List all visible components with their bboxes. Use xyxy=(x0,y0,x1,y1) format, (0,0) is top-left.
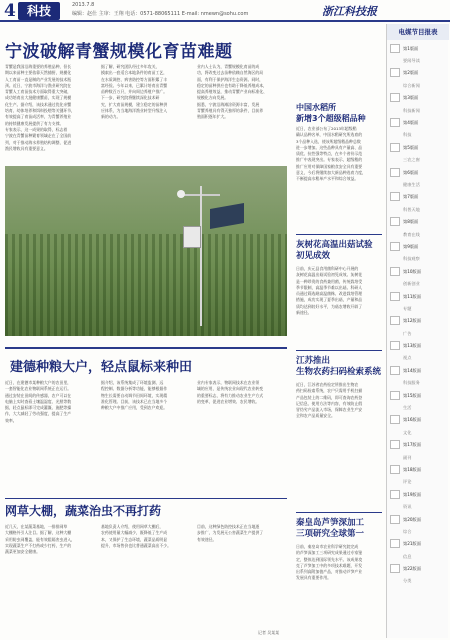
section-badge: 科技 xyxy=(18,2,60,20)
sidebar-subitem[interactable] xyxy=(390,302,445,314)
page-thumbnail-icon xyxy=(390,440,400,449)
sidebar-item-label: 第18版面 xyxy=(403,466,421,472)
text-line: 业内专家表示，物联网技术在农业领 xyxy=(197,380,260,385)
text-line: 青蟹人工育苗技术方面取得重大突破， xyxy=(5,89,72,95)
text-line: 质优、抗性强等特点，在多个省份示范 xyxy=(296,151,363,157)
text-line: 出系列高附加值产品，对推动芦笋产业 xyxy=(296,569,363,575)
text-line: 应体系，为当地海洋渔业转型升级注入 xyxy=(101,108,168,114)
text-line: 意义，今后将继续加大新品种选育力度， xyxy=(296,170,367,176)
text-line: 业内人士认为，青蟹规模化育苗的成 xyxy=(197,64,260,69)
sidebar-subitem[interactable] xyxy=(390,253,445,265)
sidebar-item[interactable] xyxy=(390,67,445,79)
text-line: 实现蔬菜生产不打药或少打药，生产的 xyxy=(5,542,72,548)
sidebar-item[interactable] xyxy=(390,265,445,277)
page-thumbnail-icon xyxy=(390,539,400,548)
text-line: 记信息、使用方法等内容，有效防止假 xyxy=(296,400,363,406)
sidebar-item-label: 第8版面 xyxy=(403,219,419,225)
sidebar-item-label: 第2版面 xyxy=(403,70,419,76)
text-line: 青蟹是我国沿海重要的养殖品种，但长 xyxy=(5,64,72,69)
sidebar-subitem[interactable] xyxy=(390,203,445,215)
sidebar-item[interactable] xyxy=(390,389,445,401)
sidebar-item-label: 第13版面 xyxy=(403,343,421,349)
sidebar-subitem[interactable] xyxy=(390,178,445,190)
page-thumbnail-icon xyxy=(390,415,400,424)
page-thumbnail-icon xyxy=(390,391,400,400)
text-line: 3个品种入选，使该所超级稻品种总数 xyxy=(296,138,361,144)
section-divider xyxy=(296,234,382,235)
article-5-headline: 秦皇岛芦笋深加工 三项研究全球第一 xyxy=(296,518,365,539)
sidebar-item[interactable] xyxy=(390,488,445,500)
sidebar-item-label: 第11版面 xyxy=(403,293,421,299)
sidebar-item[interactable] xyxy=(390,116,445,128)
text-line: 面，有利于保护海洋生态资源。同时， xyxy=(197,76,264,82)
photo-headline: 建德种粮大户，轻点鼠标来种田 xyxy=(10,360,193,375)
sidebar-item-label: 科技新闻 xyxy=(403,107,420,113)
text-line: 电脑上实时查看土壤温湿度、光照等数 xyxy=(5,398,72,404)
sidebar-item-label: 资讯 xyxy=(403,504,412,510)
sidebar-item[interactable] xyxy=(390,166,445,178)
text-line: 规模化方向发展。 xyxy=(197,95,229,101)
text-line: 克了芦笋加工中的多项技术难题，开发 xyxy=(296,562,363,568)
sidebar-subitem[interactable] xyxy=(390,401,445,413)
sidebar-item-label: 第4版面 xyxy=(403,120,419,126)
text-line: 作，大大减轻了劳动强度，提高了生产 xyxy=(5,411,72,417)
sidebar-item-label: 要闻导读 xyxy=(403,58,420,64)
text-line: 功，将改变过去苗种依赖自然海区的局 xyxy=(197,70,264,76)
page-thumbnail-icon xyxy=(390,192,400,201)
text-line: 种粮大户中推广应用，受到农户欢迎。 xyxy=(101,405,168,411)
text-line: 期以来苗种主要依靠天然捕捞，规模化 xyxy=(5,70,72,76)
text-line: 人工育苗一直是制约产业发展的技术瓶 xyxy=(5,76,72,82)
sidebar-item-label: 教育在线 xyxy=(403,231,420,237)
text-line: 农药使用量大幅减少，既降低了生产成 xyxy=(101,530,168,536)
sidebar-item-label: 第9版面 xyxy=(403,243,419,249)
text-line: 大棚格外引人注目。据了解，这种大棚 xyxy=(5,530,72,536)
text-line: 近日，江苏省农药检定所推出生物农 xyxy=(296,382,359,387)
page-thumbnail-icon xyxy=(390,68,400,77)
text-line: 全和农产品质量安全。 xyxy=(296,413,335,419)
page-thumbnail-icon xyxy=(390,118,400,127)
sidebar-item[interactable] xyxy=(390,315,445,327)
text-line: 效率。 xyxy=(5,417,17,423)
article-2-headline: 中国水稻所 新增3个超级稻品种 xyxy=(296,103,366,123)
sidebar-item[interactable] xyxy=(390,42,445,54)
sidebar-item-label: 科普天地 xyxy=(403,206,420,212)
text-line: 确认品种名单，中国水稻研究所选育的 xyxy=(296,132,363,138)
sidebar-item[interactable] xyxy=(390,414,445,426)
sidebar-item[interactable] xyxy=(390,240,445,252)
text-line: 列，对于推动海水养殖结构调整、促进 xyxy=(5,139,72,145)
sidebar-subitem[interactable] xyxy=(390,377,445,389)
article-3-body xyxy=(296,266,382,346)
caption-divider xyxy=(5,347,287,349)
text-line: 基地负责人介绍，使用网草大棚后， xyxy=(101,524,164,529)
text-line: 颈。近日，宁波市海洋与渔业研究院在 xyxy=(5,82,72,88)
sidebar-item-label: 综合新闻 xyxy=(403,82,420,88)
text-line: 日前，庆元县食用菌科研中心开展的 xyxy=(296,266,359,271)
text-line: 一套智能化农业物联网系统正在运行。 xyxy=(5,386,72,392)
sidebar-subitem[interactable] xyxy=(390,550,445,562)
article-4-body xyxy=(296,382,382,502)
article-col-1 xyxy=(5,64,95,164)
text-line: 的持续健康发展提供了有力支撑。 xyxy=(5,120,64,126)
sidebar-item-label: 第10版面 xyxy=(403,268,421,274)
article-6-col-3 xyxy=(197,380,287,490)
text-line: 程控制、数据分析等功能，能够根据作 xyxy=(101,386,168,392)
text-line: 成功培育出大批健康蟹苗，实现了规模 xyxy=(5,95,72,101)
sidebar-item[interactable] xyxy=(390,339,445,351)
page-thumbnail-icon xyxy=(390,168,400,177)
sidebar-subitem[interactable] xyxy=(390,426,445,438)
sidebar-item-label: 文化 xyxy=(403,429,412,435)
main-headline: 宁波破解青蟹规模化育苗难题 xyxy=(5,42,233,62)
sidebar-item[interactable] xyxy=(390,439,445,451)
sidebar-item-label: 创新创业 xyxy=(403,281,420,287)
page-header xyxy=(0,0,450,22)
sidebar-item-label: 第5版面 xyxy=(403,144,419,150)
text-line: 通过安装在田间的传感器，农户可以在 xyxy=(5,392,72,398)
sidebar-subitem[interactable] xyxy=(390,451,445,463)
text-line: 新的动力。 xyxy=(101,114,121,120)
text-line: 据了解，研究团队经过多年攻关， xyxy=(101,64,160,69)
text-line: 蔬菜更加安全健康。 xyxy=(5,549,41,555)
sidebar-item[interactable] xyxy=(390,364,445,376)
editor-meta: 编辑：赵仕 主审：王翔 电话：0571-88065111 E-mail: nmewn@sohu.com xyxy=(72,11,249,17)
text-line: 推广中表现突出。专家表示，超级稻的 xyxy=(296,157,363,163)
section-divider xyxy=(5,498,287,499)
text-line: 不断提高水稻单产水平和综合效益。 xyxy=(296,176,359,182)
article-7-col-2 xyxy=(101,524,191,634)
article-3-headline: 灰树花高温出菇试验 初见成效 xyxy=(296,240,373,261)
page-thumbnail-icon xyxy=(390,366,400,375)
text-line: 苗种数百万只，并向周边养殖户推广。 xyxy=(101,89,168,95)
sidebar-subitem[interactable] xyxy=(390,129,445,141)
sidebar-subitem[interactable] xyxy=(390,228,445,240)
text-line: 的芦笋深加工三项研究成果通过专家鉴 xyxy=(296,550,363,556)
page-thumbnail-icon xyxy=(390,242,400,251)
text-line: 殖面积逐年扩大。 xyxy=(197,114,229,120)
issue-date: 2013.7.8 xyxy=(72,2,95,8)
text-line: 近日，农业部公布了2013年超级稻 xyxy=(296,126,357,131)
page-thumbnail-icon xyxy=(390,267,400,276)
sidebar-item-label: 第21版面 xyxy=(403,541,421,547)
edition-sidebar xyxy=(386,24,448,638)
text-line: 步推广，为发展无公害蔬菜生产提供了 xyxy=(197,530,264,536)
sidebar-item[interactable] xyxy=(390,562,445,574)
text-line: 有效提高了育苗成活率，为青蟹养殖业 xyxy=(5,114,72,120)
text-line: 本，又保护了生态环境，蔬菜品质明显 xyxy=(101,536,168,542)
sidebar-item[interactable] xyxy=(390,191,445,203)
field-photo xyxy=(5,166,287,336)
text-line: 物生长需要自动调节田间环境，实现精 xyxy=(101,392,168,398)
sidebar-subitem[interactable] xyxy=(390,525,445,537)
text-line: 摸索出一套适合本地条件的育苗工艺， xyxy=(101,70,168,76)
text-line: 提升，市场售价也比普通蔬菜高出不少。 xyxy=(101,542,172,548)
sidebar-item-label: 第12版面 xyxy=(403,318,421,324)
sidebar-item-label: 评论 xyxy=(403,479,412,485)
text-line: 近日，在建德市某种粮大户的农田里， xyxy=(5,380,72,385)
sidebar-subitem[interactable] xyxy=(390,575,445,587)
page-thumbnail-icon xyxy=(390,143,400,152)
text-line: 季节限制，高温季节难以出菇。科研人 xyxy=(296,284,363,290)
text-line: 日前，秦皇岛市农业科学研究院完成 xyxy=(296,544,359,549)
text-line: 宁波在青蟹苗种繁育领域走在了全国前 xyxy=(5,133,72,139)
page-thumbnail-icon xyxy=(390,515,400,524)
text-line: 发展具有重要作用。 xyxy=(296,575,332,581)
edition-list xyxy=(387,40,448,589)
sidebar-subitem[interactable] xyxy=(390,476,445,488)
sidebar-item-label: 广告 xyxy=(403,330,412,336)
sidebar-item-label: 健康生活 xyxy=(403,181,420,187)
sidebar-item-label: 分类 xyxy=(403,578,412,584)
text-line: 的变革，促进农业增效、农民增收。 xyxy=(197,398,260,404)
page-thumbnail-icon xyxy=(390,217,400,226)
page-thumbnail-icon xyxy=(390,316,400,325)
text-line: 化生产。据介绍，该技术通过优化亲蟹 xyxy=(5,101,72,107)
text-line: 据，轻点鼠标即可完成灌溉、施肥等操 xyxy=(5,405,72,411)
sidebar-item-label: 第19版面 xyxy=(403,491,421,497)
article-6-col-1 xyxy=(5,380,95,490)
text-line: 采用防虫网覆盖，能有效阻隔害虫进入， xyxy=(5,536,76,542)
sidebar-subitem[interactable] xyxy=(390,54,445,66)
text-line: 富经验。今年以来，已累计培育出青蟹 xyxy=(101,82,168,88)
article-2-body xyxy=(296,126,382,226)
page-thumbnail-icon xyxy=(390,93,400,102)
text-line: 新途径。 xyxy=(296,310,312,316)
sidebar-subitem[interactable] xyxy=(390,104,445,116)
text-line: 在水质调控、病害防控等方面积累了丰 xyxy=(101,76,168,82)
text-line: 据介绍，该系统集成了环境监测、远 xyxy=(101,380,164,385)
sidebar-subitem[interactable] xyxy=(390,500,445,512)
section-divider xyxy=(296,512,382,513)
newspaper-brand: 浙江科技报 xyxy=(322,5,377,18)
sidebar-item[interactable] xyxy=(390,290,445,302)
sidebar-item-label: 第7版面 xyxy=(403,194,419,200)
article-7-headline: 网草大棚，蔬菜治虫不再打药 xyxy=(5,504,162,518)
text-line: 冒伪劣产品流入市场，保障农业生产安 xyxy=(296,407,363,413)
sidebar-item-label: 第15版面 xyxy=(403,392,421,398)
sidebar-item-label: 第20版面 xyxy=(403,516,421,522)
sidebar-item-label: 三农之窗 xyxy=(403,157,420,163)
text-line: 提高养殖效益，推动青蟹产业向标准化、 xyxy=(197,89,268,95)
text-line: 青蟹养殖具有得天独厚的条件，目前养 xyxy=(197,108,264,114)
text-line: 定，整体达到国际领先水平。该成果攻 xyxy=(296,556,363,562)
sidebar-item-label: 专题 xyxy=(403,305,412,311)
sidebar-item[interactable] xyxy=(390,513,445,525)
sidebar-item-label: 第22版面 xyxy=(403,566,421,572)
sidebar-item-label: 副刊 xyxy=(403,454,412,460)
sidebar-item-label: 第6版面 xyxy=(403,169,419,175)
text-line: 专家表示，这一成果的取得，标志着 xyxy=(5,126,68,132)
sidebar-subitem[interactable] xyxy=(390,154,445,166)
article-7-author: 记者 吴某某 xyxy=(258,630,280,635)
sidebar-item[interactable] xyxy=(390,215,445,227)
page-thumbnail-icon xyxy=(390,490,400,499)
text-line: 药扫码检索系统，农户只需用手机扫描 xyxy=(296,388,363,394)
text-line: 产品包装上的二维码，即可查询农药登 xyxy=(296,394,363,400)
sidebar-item-label: 第17版面 xyxy=(403,442,421,448)
text-line: 据悉，宁波沿海滩涂资源丰富，发展 xyxy=(197,101,260,107)
text-line: 近几天，在某蔬菜基地，一排排网草 xyxy=(5,524,68,529)
text-line: 渔民增收具有重要意义。 xyxy=(5,145,48,151)
text-line: 的重要标志，将有力推动农业生产方式 xyxy=(197,392,264,398)
sidebar-item-label: 信息 xyxy=(403,553,412,559)
sidebar-item-label: 第16版面 xyxy=(403,417,421,423)
sidebar-item[interactable] xyxy=(390,141,445,153)
sidebar-item[interactable] xyxy=(390,92,445,104)
text-line: 是一种珍贵的食药兼用菌，传统栽培受 xyxy=(296,278,363,284)
text-line: 推广应用对保障国家粮食安全具有重要 xyxy=(296,163,363,169)
sidebar-item-label: 生活 xyxy=(403,405,412,411)
section-divider xyxy=(296,350,382,351)
sidebar-item-label: 科技观察 xyxy=(403,256,420,262)
page-thumbnail-icon xyxy=(390,465,400,474)
article-col-3 xyxy=(197,64,287,164)
page-thumbnail-icon xyxy=(390,341,400,350)
text-line: 准化管理。目前，该技术已在当地多个 xyxy=(101,398,168,404)
page-number: 4 xyxy=(4,1,16,21)
text-line: 域的应用，是传统农业向现代农业转变 xyxy=(197,386,264,392)
article-col-2 xyxy=(101,64,191,164)
sidebar-title: 电媒节目报表 xyxy=(387,24,449,40)
sidebar-subitem[interactable] xyxy=(390,352,445,364)
sidebar-item-label: 科技 xyxy=(403,132,412,138)
sidebar-subitem[interactable] xyxy=(390,277,445,289)
text-line: 质均达到较好水平，为菇农增收开辟了 xyxy=(296,303,363,309)
sidebar-item[interactable] xyxy=(390,463,445,475)
article-7-col-1 xyxy=(5,524,95,634)
text-line: 目前，这种绿色防控技术正在当地逐 xyxy=(197,524,260,529)
text-line: 有效途径。 xyxy=(197,536,217,542)
sidebar-item-label: 综合 xyxy=(403,528,412,534)
text-line: 员通过筛选耐高温菌株、改进栽培管理 xyxy=(296,291,363,297)
sidebar-item-label: 科技服务 xyxy=(403,380,420,386)
text-line: 措施，成功实现了夏季出菇，产量和品 xyxy=(296,297,363,303)
sidebar-item-label: 第3版面 xyxy=(403,95,419,101)
article-4-headline: 江苏推出 生物农药扫码检索系统 xyxy=(296,356,382,377)
sidebar-subitem[interactable] xyxy=(390,327,445,339)
article-6-col-2 xyxy=(101,380,191,490)
text-line: 灰树花高温出菇试验初见成效。灰树花 xyxy=(296,272,363,278)
page-thumbnail-icon xyxy=(390,564,400,573)
sidebar-item-label: 第14版面 xyxy=(403,367,421,373)
page-thumbnail-icon xyxy=(390,44,400,53)
text-line: 进一步增加。这些品种具有产量高、品 xyxy=(296,144,363,150)
sidebar-subitem[interactable] xyxy=(390,79,445,91)
article-5-body xyxy=(296,544,382,634)
sidebar-item-label: 第1版面 xyxy=(403,45,419,51)
text-line: 稳定的苗种供应也有助于降低养殖成本， xyxy=(197,82,268,88)
article-7-col-3 xyxy=(197,524,287,624)
text-line: 究，扩大育苗规模，建立稳定的苗种供 xyxy=(101,101,168,107)
sidebar-item[interactable] xyxy=(390,538,445,550)
sidebar-item-label: 视点 xyxy=(403,355,412,361)
text-line: 培育、幼体培养和饵料投喂等关键环节， xyxy=(5,108,76,114)
text-line: 下一步，研究院将继续深化技术研 xyxy=(101,95,160,101)
page-thumbnail-icon xyxy=(390,292,400,301)
